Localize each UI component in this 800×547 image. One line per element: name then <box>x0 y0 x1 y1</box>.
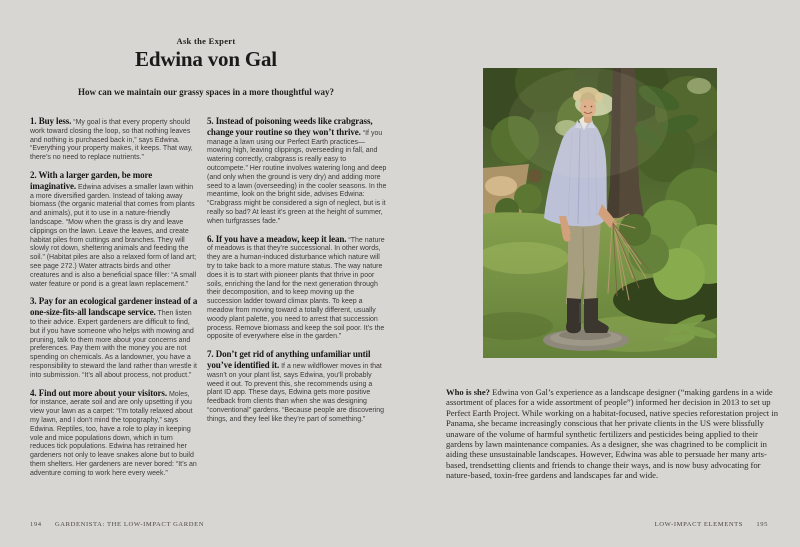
kicker: Ask the Expert <box>176 36 236 46</box>
tip-5-body: “If you manage a lawn using our Perfect Earth practices—mowing high, leaving clippings, overseeding in fall, and watering correctly, crabgrass is really easy to outcompete.” Her routine involves watering long and deep (and only when the ground is very dry) and adding more seed to a lawn (overseeding) in the cooler seasons. In the meantime, look on the bright side, advises Edwina: “Crabgrass might be considered a sign of neglect, but is it really so bad? At least it’s green at the height of summer, when turfgrasses fade.” <box>207 129 387 225</box>
tip-3 <box>30 297 198 380</box>
footer-left <box>30 521 204 528</box>
tip-2-body: Edwina advises a smaller lawn within a more diversified garden. Instead of taking away biomass (the organic material that comes from plants and animals), put it to use in a nature-friendly landscape. “Mow when the grass is dry and leave clippings on the lawn. Leave the leaves, and create habitat piles from cuttings and branches. They will slowly rot down, sheltering animals and feeding the soil.” (Habitat piles are also a relaxed form of land art; see page 272.) Water attracts birds and other creatures and is also a beneficial space filler: “A small water feature or pond is a great lawn replacement.” <box>30 183 197 288</box>
tip-1-body: “My goal is that every property should work toward closing the loop, so that nothing leaves and nothing is purchased back in,” says Edwina. “Everything your property makes, it keeps. That way, there’s no need to replace nutrients.” <box>30 119 193 162</box>
article-header <box>20 37 392 70</box>
bio-paragraph <box>446 387 779 481</box>
bio-body: Edwina von Gal’s experience as a landscape designer (“making gardens in a wide assortment of places for a wide assortment of people”) informed her decision in 2013 to set up Perfect Earth Project. While working on a habitat-focused, native species reforestation project in Panama, she became increasingly conscious that her private clients in the US were blissfully unaware of the volume of harmful synthetic fertilizers and pesticides being applied to their gardens by lawn maintenance companies. As a designer, she was chagrined to be complicit in aiding these unsustainable landscapes. However, Edwina was able to persuade her many arts-based, trendsetting clients and friends to change their ways, and is now busy advocating for nature-based, toxin-free gardens and landscapes far and wide. <box>446 387 779 481</box>
tip-6 <box>207 235 387 343</box>
tip-6-body: “The nature of meadows is that they’re successional. In other words, they are a human-induced disturbance which nature will try to take back to a more mature status. The way nature does it is to start with pioneer plants that thrive in poor soils, enriching the land for the next generation through their decomposition, and to keep moving up the succession ladder toward climax plants. To keep a meadow from moving toward a totally different, usually woody plant palette, you need to arrest that succession process. Remove biomass and keep the soil poor. It’s the opposite of everywhere else in the garden.” <box>207 236 385 341</box>
running-head-right: LOW-IMPACT ELEMENTS <box>654 521 744 528</box>
tip-5-heading: 5. Instead of poisoning weeds like crabgrass, change your routine so they won’t thrive. <box>207 116 373 137</box>
tip-4-heading: 4. Find out more about your visitors. <box>30 387 167 398</box>
tip-3-heading: 3. Pay for an ecological gardener instead of a one-size-fits-all landscape service. <box>30 296 198 318</box>
tip-2-heading: 2. With a larger garden, be more imaginative. <box>30 169 153 191</box>
page-title: Edwina von Gal <box>135 46 277 71</box>
tip-1 <box>30 117 198 163</box>
tip-2 <box>30 171 198 289</box>
question-line: How can we maintain our grassy spaces in a more thoughtful way? <box>78 87 334 97</box>
page-number-right: 195 <box>756 521 768 528</box>
text-column-right <box>207 117 387 433</box>
tip-4-body: Moles, for instance, aerate soil and are only upsetting if you view your lawn as a carpet: “I’m totally relaxed about my lawn, and I don’t mind the topography,” says Edwina. Reptiles, too, have a role to play in keeping vole and mice populations down, which in turn reduces tick populations. Edwina has retrained her gardeners not only to leave snakes alone but to build them shelters. Her gardeners are never bored: “It’s an adventure coming to work here every week.” <box>30 390 197 477</box>
page-number-left: 194 <box>30 521 42 528</box>
garden-portrait-illustration <box>483 68 717 358</box>
tip-7 <box>207 350 387 424</box>
tip-5 <box>207 117 387 227</box>
tip-6-heading: 6. If you have a meadow, keep it lean. <box>207 233 347 244</box>
tip-4 <box>30 389 198 479</box>
tip-7-body: If a new wildflower moves in that wasn’t on your plant list, says Edwina, you’ll probably weed it out. To prevent this, she recommends using a plant ID app. These days, Edwina gets more positive feedback from clients than when she was designing “conventional” gardens. “Because people are discovering things, and they feel like they’re part of something.” <box>207 362 385 423</box>
expert-portrait-photo <box>483 68 717 358</box>
tip-7-heading: 7. Don’t get rid of anything unfamiliar until you’ve identified it. <box>207 349 371 370</box>
tip-1-heading: 1. Buy less. <box>30 116 72 126</box>
bio-lead: Who is she? <box>446 387 490 397</box>
running-head-left: GARDENISTA: THE LOW-IMPACT GARDEN <box>54 521 205 528</box>
text-column-left <box>30 117 198 486</box>
footer-right <box>655 521 768 528</box>
tip-3-body: Then listen to their advice. Expert gardeners are difficult to find, but if you have someone who helps with mowing and pruning, talk to them more about your concerns and preferences. Pay them with the money you are not spending on chemicals. As a landowner, you have a responsibility to steward the land rather than wrestle it into submission. “It’s all about process, not product.” <box>30 310 197 379</box>
